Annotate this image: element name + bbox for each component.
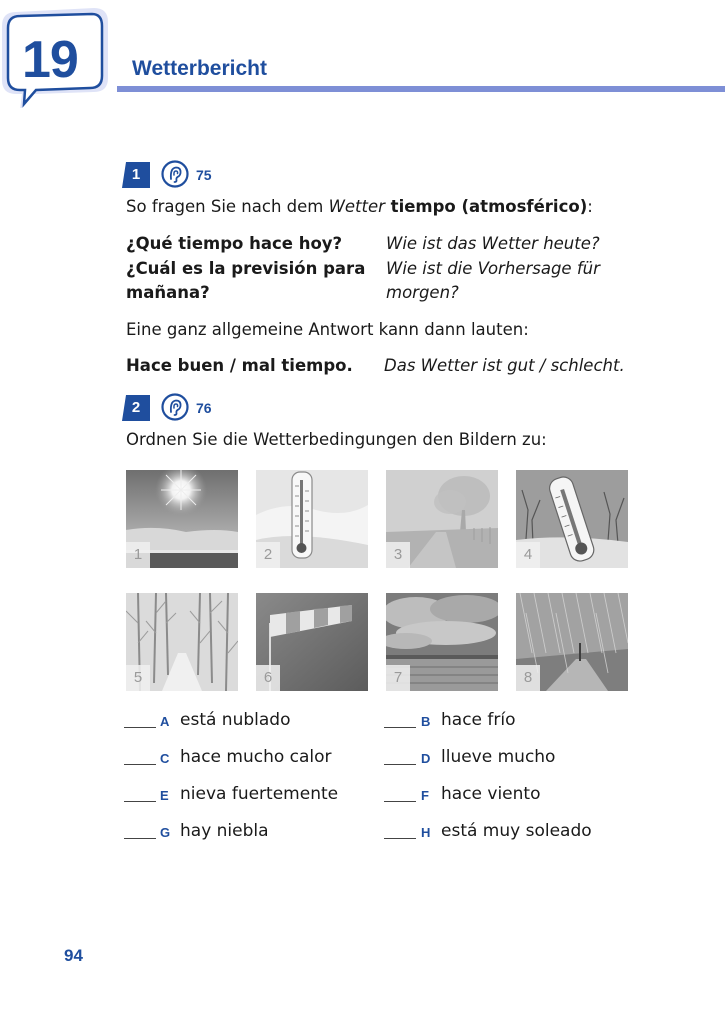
photo-number: 2 — [256, 542, 280, 568]
option-letter: B — [421, 714, 431, 729]
option-letter: A — [160, 714, 170, 729]
question-1-german: Wie ist das Wetter heute? — [386, 234, 600, 253]
answer-german: Das Wetter ist gut / schlecht. — [384, 356, 625, 375]
option-text: hace viento — [441, 784, 541, 804]
chapter-number: 19 — [22, 31, 78, 89]
answer-blank[interactable] — [124, 801, 156, 802]
option-letter: D — [421, 751, 431, 766]
answer-blank[interactable] — [384, 727, 416, 728]
photo-rain — [516, 593, 628, 691]
photo-number: 7 — [386, 665, 410, 691]
photo-cloudy — [386, 593, 498, 691]
photo-snow-forest — [126, 593, 238, 691]
option-text: nieva fuertemente — [180, 784, 339, 804]
question-1-spanish: ¿Qué tiempo hace hoy? — [126, 234, 343, 253]
photo-number: 4 — [516, 542, 540, 568]
option-text: está muy soleado — [441, 821, 592, 841]
exercise-2-instruction: Ordnen Sie die Wetterbedingungen den Bildern zu: — [126, 430, 547, 449]
option-letter: C — [160, 751, 170, 766]
photo-windsock — [256, 593, 368, 691]
answer-blank[interactable] — [124, 727, 156, 728]
photo-number: 8 — [516, 665, 540, 691]
answer-blank[interactable] — [124, 838, 156, 839]
answer-blank[interactable] — [384, 838, 416, 839]
option-letter: E — [160, 788, 169, 803]
exercise-1-intro: So fragen Sie nach dem Wetter tiempo (atmosférico): — [126, 197, 593, 216]
answer-blank[interactable] — [384, 764, 416, 765]
header-rule — [117, 86, 725, 92]
answer-blank[interactable] — [384, 801, 416, 802]
question-2-spanish-line2: mañana? — [126, 283, 210, 302]
ear-icon — [161, 393, 189, 421]
question-2-german-line1: Wie ist die Vorhersage für — [386, 259, 600, 278]
photo-number: 5 — [126, 665, 150, 691]
audio-track-number: 75 — [196, 167, 212, 183]
photo-thermometer-snow — [256, 470, 368, 568]
answer-spanish: Hace buen / mal tiempo. — [126, 356, 353, 375]
answer-blank[interactable] — [124, 764, 156, 765]
option-letter: G — [160, 825, 171, 840]
page-number: 94 — [64, 946, 83, 965]
photo-thermometer-winter — [516, 470, 628, 568]
photo-number: 6 — [256, 665, 280, 691]
option-letter: H — [421, 825, 431, 840]
ear-icon — [161, 160, 189, 188]
option-text: hace mucho calor — [180, 747, 332, 767]
photo-sunny — [126, 470, 238, 568]
chapter-title: Wetterbericht — [132, 57, 267, 80]
option-text: hace frío — [441, 710, 516, 730]
photo-fog — [386, 470, 498, 568]
answer-intro: Eine ganz allgemeine Antwort kann dann lauten: — [126, 320, 529, 339]
option-letter: F — [421, 788, 429, 803]
question-2-spanish-line1: ¿Cuál es la previsión para — [126, 259, 366, 278]
exercise-1-badge: 1 — [122, 162, 150, 188]
option-text: está nublado — [180, 710, 291, 730]
option-text: llueve mucho — [441, 747, 556, 767]
photo-number: 1 — [126, 542, 150, 568]
exercise-2-badge: 2 — [122, 395, 150, 421]
audio-track-number: 76 — [196, 400, 212, 416]
photo-number: 3 — [386, 542, 410, 568]
question-2-german-line2: morgen? — [386, 283, 459, 302]
option-text: hay niebla — [180, 821, 269, 841]
